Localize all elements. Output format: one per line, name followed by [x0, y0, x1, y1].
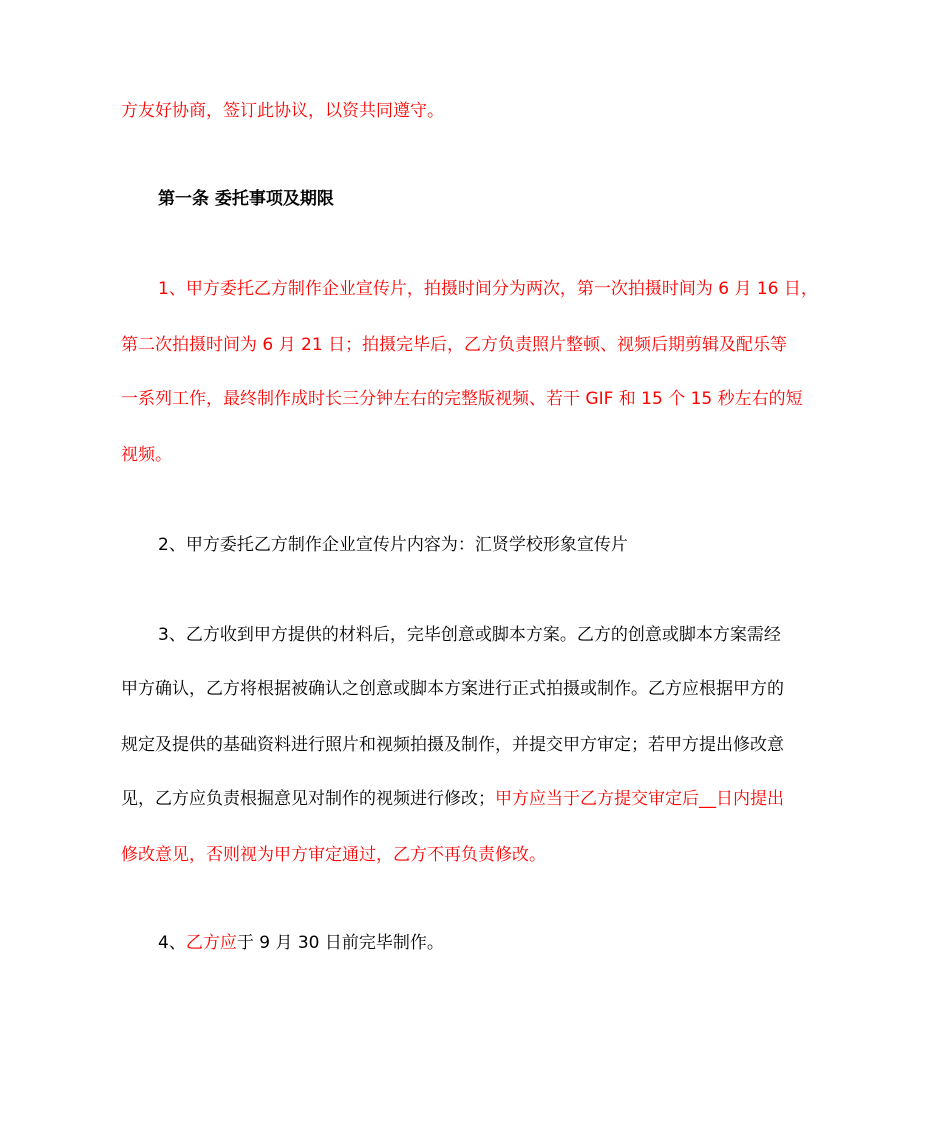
item1-line1: 1、甲方委托乙方制作企业宣传片，拍摄时间分为两次，第一次拍摄时间为 6 月 16 日，	[158, 279, 818, 299]
item4-suffix: 于 9 月 30 日前完毕制作。	[236, 933, 444, 953]
item2-line1: 2、甲方委托乙方制作企业宣传片内容为：汇贤学校形象宣传片	[158, 535, 628, 555]
intro-line: 方友好协商，签订此协议，以资共同遵守。	[121, 101, 444, 121]
item3-line1: 3、乙方收到甲方提供的材料后，完毕创意或脚本方案。乙方的创意或脚本方案需经	[158, 625, 781, 645]
item1-line4: 视频。	[121, 445, 172, 465]
item3-line3: 规定及提供的基础资料进行照片和视频拍摄及制作，并提交甲方审定；若甲方提出修改意	[121, 735, 784, 755]
article1-heading: 第一条 委托事项及期限	[158, 189, 334, 209]
item3-line4-black: 见，乙方应负责根掘意见对制作的视频进行修改；	[121, 789, 495, 809]
item3-line4	[0, 786, 950, 812]
item1-line3: 一系列工作，最终制作成时长三分钟左右的完整版视频、若干 GIF 和 15 个 15 秒左右的短	[121, 389, 803, 409]
item3-line4-red: 甲方应当于乙方提交审定后__日内提出	[495, 789, 784, 809]
item1-line2: 第二次拍摄时间为 6 月 21 日；拍摄完毕后，乙方负责照片整顿、视频后期剪辑及配乐等	[121, 335, 788, 355]
item3-line5: 修改意见，否则视为甲方审定通过，乙方不再负责修改。	[121, 845, 546, 865]
item4-line1	[0, 930, 950, 956]
item4-prefix: 4、	[158, 933, 186, 953]
item3-line2: 甲方确认，乙方将根据被确认之创意或脚本方案进行正式拍摄或制作。乙方应根据甲方的	[121, 679, 784, 699]
item4-red-part: 乙方应	[185, 933, 237, 953]
